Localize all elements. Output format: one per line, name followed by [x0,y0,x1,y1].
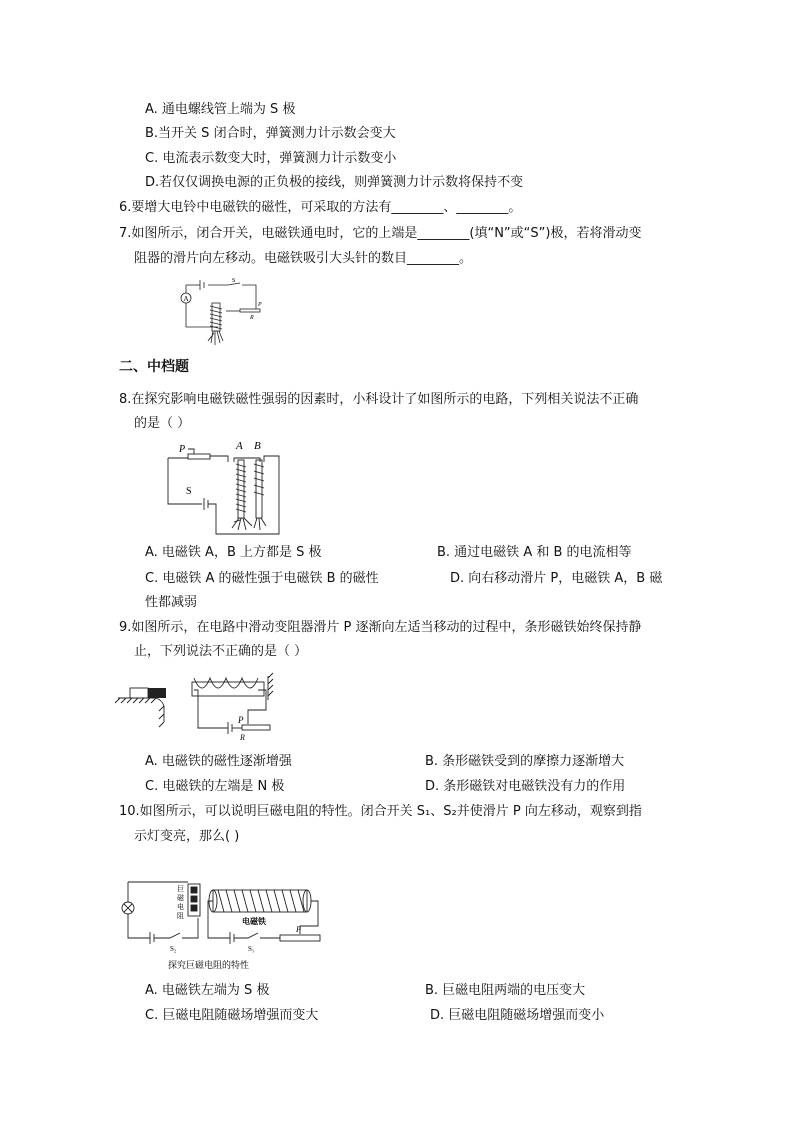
q8-question-line2: 的是（ ） [134,416,191,431]
q7-ammeter-label: A [183,295,189,303]
q9-option-d: D. 条形磁铁对电磁铁没有力的作用 [425,779,626,794]
q8-option-b: B. 通过电磁铁 A 和 B 的电流相等 [437,545,632,560]
q9-option-a: A. 电磁铁的磁性逐渐增强 [145,754,292,769]
q8-option-d: D. 向右移动滑片 P，电磁铁 A，B 磁 [450,571,663,586]
q10-question-line1: 10.如图所示，可以说明巨磁电阻的特性。闭合开关 S₁、S₂并使滑片 P 向左移动，观察到指 [119,804,642,819]
q10-option-c: C. 巨磁电阻随磁场增强而变大 [145,1008,319,1023]
gmr-label-1: 巨 [177,885,184,893]
q9-resistor-label: R [240,733,245,742]
q9-option-b: B. 条形磁铁受到的摩擦力逐渐增大 [425,754,625,769]
q8-slider-label: P [179,444,186,455]
indicator-lamp-icon [122,902,134,914]
q8-question-line1: 8.在探究影响电磁铁磁性强弱的因素时，小科设计了如图所示的电路，下列相关说法不正确 [119,392,639,407]
q8-option-a: A. 电磁铁 A，B 上方都是 S 极 [145,545,322,560]
q9-slider-label: P [238,715,244,725]
q7-resistor-label: R [250,315,254,321]
q10-switch-s1-label: S₁ [248,945,255,953]
q10-figure-caption: 探究巨磁电阻的特性 [168,960,250,970]
q10-option-a: A. 电磁铁左端为 S 极 [145,983,270,998]
q10-option-d: D. 巨磁电阻随磁场增强而变小 [430,1008,605,1023]
gmr-label-2: 磁 [177,894,184,902]
q6-question: 6.要增大电铃中电磁铁的磁性，可采取的方法有________、________。 [119,200,522,215]
q8-magnet-a-label: A [236,440,243,452]
q5-option-c: C. 电流表示数变大时，弹簧测力计示数变小 [145,151,397,166]
q7-switch-label: S [232,278,236,284]
q8-switch-label: S [186,486,192,497]
q7-slider-label: P [258,302,262,308]
electromagnet-label: 电磁铁 [242,917,266,926]
gmr-label-4: 阻 [177,912,184,920]
q5-option-a: A. 通电螺线管上端为 S 极 [145,102,296,117]
q10-switch-s2-label: S₂ [170,945,177,953]
q7-question-line1: 7.如图所示，闭合开关，电磁铁通电时，它的上端是________(填“N”或“S”)极，若将滑动变 [119,226,642,241]
q10-option-b: B. 巨磁电阻两端的电压变大 [425,983,586,998]
q8-option-c: C. 电磁铁 A 的磁性强于电磁铁 B 的磁性 [145,571,379,586]
q8-magnet-b-label: B [254,440,261,452]
q8-option-d-cont: 性都减弱 [145,595,198,610]
q8-circuit-figure [166,438,288,538]
q7-circuit-figure [176,273,266,349]
q10-slider-label: P [296,925,301,934]
q5-option-b: B.当开关 S 闭合时，弹簧测力计示数会变大 [145,126,396,141]
q9-option-c: C. 电磁铁的左端是 N 极 [145,779,285,794]
q5-option-d: D.若仅仅调换电源的正负极的接线，则弹簧测力计示数将保持不变 [145,175,524,190]
bar-magnet [130,688,166,698]
q10-circuit-figure [120,878,330,974]
q9-circuit-figure [118,670,278,746]
q7-question-line2: 阻器的滑片向左移动。电磁铁吸引大头针的数目________。 [134,251,473,266]
q10-question-line2: 示灯变亮，那么( ) [134,829,240,844]
q9-question-line1: 9.如图所示，在电路中滑动变阻器滑片 P 逐渐向左适当移动的过程中，条形磁铁始终保持静 [119,620,642,635]
gmr-label-3: 电 [177,903,184,911]
q9-question-line2: 止，下列说法不正确的是（ ） [134,644,308,659]
section-title: 二、中档题 [119,359,189,375]
